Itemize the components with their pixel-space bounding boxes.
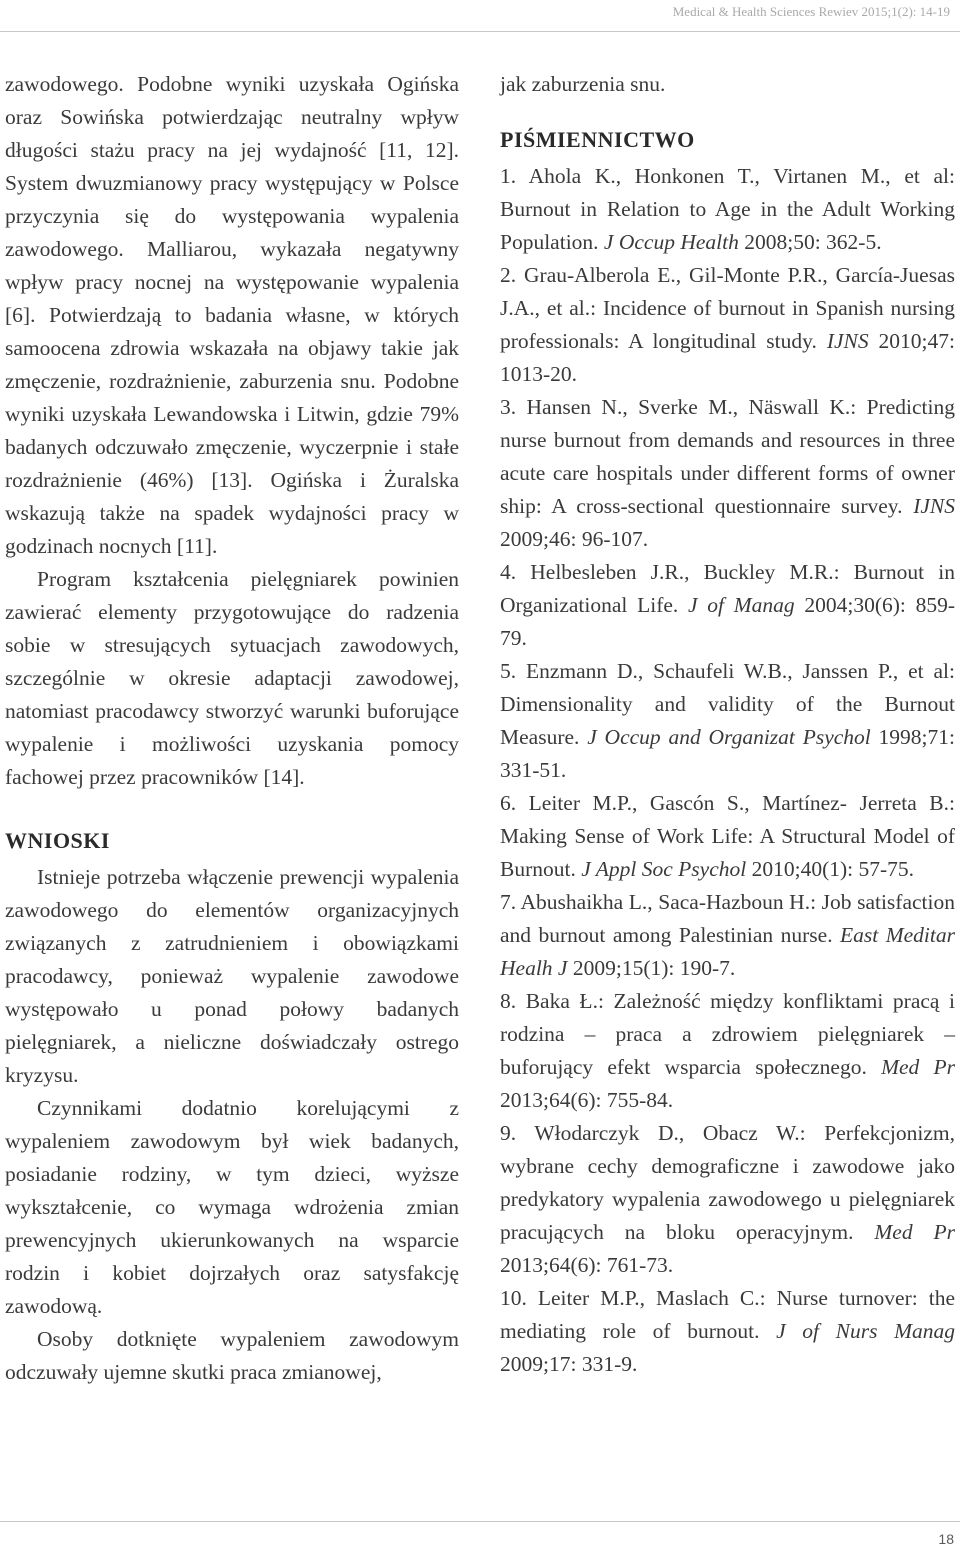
left-column <box>5 68 459 1389</box>
body-paragraph: zawodowego. Podobne wyniki uzyskała Ogińska oraz Sowińska potwierdzając neutralny wpływ długości stażu pracy na jej wydajność [11, 12]. System dwuzmianowy pracy występujący w Polsce przyczynia się do występowania wypalenia zawodowego. Malliarou, wykazała negatywny wpływ pracy nocnej na występowanie wypalenia [6]. Potwierdzają to badania własne, w których samoocena zdrowia wskazała na objawy takie jak zmęczenie, rozdrażnienie, zaburzenia snu. Podobne wyniki uzyskała Lewandowska i Litwin, gdzie 79% badanych odczuwało zmęczenie, wyczerpnie i stałe rozdrażnienie (46%) [13]. Ogińska i Żuralska wskazują także na spadek wydajności pracy w godzinach nocnych [11]. <box>5 72 459 558</box>
reference-item: 10. Leiter M.P., Maslach C.: Nurse turnover: the mediating role of burnout. J of Nurs Manag 2009;17: 331-9. <box>500 1286 956 1376</box>
reference-item: 9. Włodarczyk D., Obacz W.: Perfekcjonizm, wybrane cechy demograficzne i zawodowe jako predykatory wypalenia zawodowego u pielęgniarek pracujących na bloku operacyjnym. Med Pr 2013;64(6): 761-73. <box>500 1121 955 1277</box>
right-column <box>500 68 955 1381</box>
footer-divider <box>0 1521 960 1522</box>
reference-item: 5. Enzmann D., Schaufeli W.B., Janssen P., et al: Dimensionality and validity of the Burnout Measure. J Occup and Organizat Psychol 1998;71: 331-51. <box>500 659 956 782</box>
running-header: Medical & Health Sciences Rewiev 2015;1(2): 14-19 <box>672 4 950 19</box>
reference-item: 7. Abushaikha L., Saca-Hazboun H.: Job satisfaction and burnout among Palestinian nurse. East Meditar Healh J 2009;15(1): 190-7. <box>500 890 955 980</box>
conclusion-paragraph: Istnieje potrzeba włączenie prewencji wypalenia zawodowego do elementów organizacyjnych związanych z zatrudnieniem i obowiązkami pracodawcy, ponieważ wypalenie zawodowe występowało u ponad połowy badanych pielęgniarek, a nieliczne doświadczały ostrego kryzysu. <box>5 865 459 1087</box>
reference-item: 6. Leiter M.P., Gascón S., Martínez- Jerreta B.: Making Sense of Work Life: A Structural Model of Burnout. J Appl Soc Psychol 2010;40(1): 57-75. <box>500 791 955 881</box>
conclusion-paragraph: Czynnikami dodatnio korelującymi z wypaleniem zawodowym był wiek badanych, posiadanie rodziny, w tym dzieci, wyższe wykształcenie, co wymaga wdrożenia zmian prewencyjnych ukierunkowanych na wsparcie rodzin i kobiet dojrzałych oraz satysfakcję zawodową. <box>5 1096 459 1318</box>
reference-item: 2. Grau-Alberola E., Gil-Monte P.R., García-Juesas J.A., et al.: Incidence of burnout in Spanish nursing professionals: A longitudinal study. IJNS 2010;47: 1013-20. <box>500 263 955 386</box>
reference-item: 8. Baka Ł.: Zależność między konfliktami pracą i rodzina – praca a zdrowiem pielęgniarek – buforujący efekt wsparcia społecznego. Med Pr 2013;64(6): 755-84. <box>500 989 956 1112</box>
references-heading: PIŚMIENNICTWO <box>500 127 695 152</box>
reference-item: 4. Helbesleben J.R., Buckley M.R.: Burnout in Organizational Life. J of Manag 2004;30(6): 859-79. <box>500 560 955 650</box>
reference-item: 1. Ahola K., Honkonen T., Virtanen M., et al: Burnout in Relation to Age in the Adult Working Population. J Occup Health 2008;50: 362-5. <box>500 164 955 254</box>
header-divider <box>0 31 960 32</box>
reference-list <box>500 160 955 1381</box>
page-number: 18 <box>938 1531 954 1547</box>
conclusion-paragraph: Osoby dotknięte wypaleniem zawodowym odczuwały ujemne skutki praca zmianowej, <box>5 1327 459 1384</box>
body-paragraph: Program kształcenia pielęgniarek powinien zawierać elementy przygotowujące do radzenia sobie w stresujących sytuacjach zawodowych, szczególnie w okresie adaptacji zawodowej, natomiast pracodawcy stworzyć warunki buforujące wypalenie i możliwości uzyskania pomocy fachowej przez pracowników [14]. <box>5 567 459 789</box>
reference-item: 3. Hansen N., Sverke M., Näswall K.: Predicting nurse burnout from demands and resources in three acute care hospitals under different forms of owner ship: A cross-sectional questionnaire survey. IJNS 2009;46: 96-107. <box>500 395 955 551</box>
continuation-text: jak zaburzenia snu. <box>500 72 666 96</box>
conclusions-heading: WNIOSKI <box>5 828 110 853</box>
